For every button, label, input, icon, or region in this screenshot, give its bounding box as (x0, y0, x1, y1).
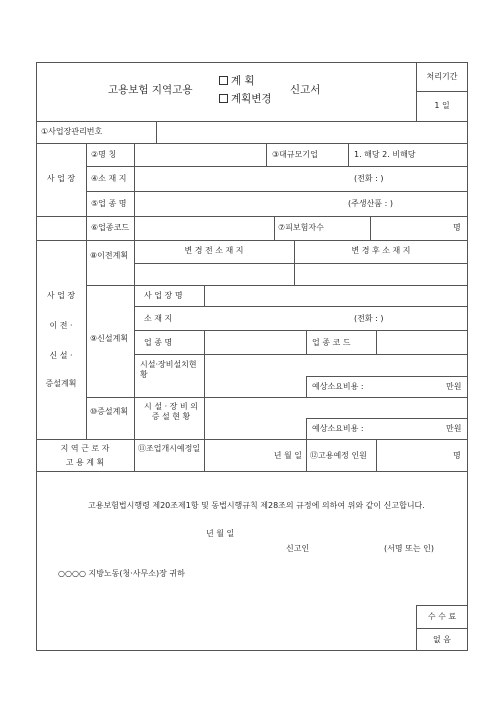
rule (204, 285, 205, 306)
new-industry-code-label: 업 종 코 드 (312, 338, 351, 347)
rule (376, 439, 377, 471)
rule (306, 376, 307, 397)
industry-code-label: ⑥업종코드 (91, 223, 130, 232)
rule (86, 285, 468, 286)
business-site-group-label: 사 업 장 (46, 174, 76, 183)
rule (306, 418, 468, 419)
large-company-options[interactable]: 1. 해당 2. 비해당 (354, 150, 416, 159)
rule (266, 143, 267, 166)
declaration-statement: 고용보험법시행령 제20조제1항 및 동법시행규칙 제28조의 규정에 의하여 위와 같이 신고합니다. (88, 501, 425, 510)
rule (134, 285, 135, 439)
rule (204, 397, 205, 439)
expected-cost-label: 예상소요비용 : (312, 382, 364, 391)
insured-unit: 명 (453, 223, 461, 232)
rule (306, 418, 307, 439)
before-address-header: 변 경 전 소 재 지 (184, 246, 244, 255)
rule (134, 306, 468, 307)
new-plan-label: ⑨신설계획 (90, 334, 129, 343)
processing-value: 1 일 (434, 101, 450, 110)
relocation-group-label-1: 사 업 장 (46, 291, 76, 300)
fee-label: 수 수 료 (427, 612, 457, 621)
rule (416, 605, 468, 606)
report-form (36, 62, 468, 651)
rule (204, 330, 205, 354)
business-number-label: ①사업장관리번호 (41, 127, 103, 136)
fee-value: 없 음 (433, 635, 451, 644)
employment-label-2: 고 용 계 획 (65, 458, 105, 467)
hire-count-label: ⑫고용예정 인원 (310, 451, 367, 460)
rule (134, 166, 135, 216)
declaration-date[interactable]: 년 월 일 (206, 529, 235, 538)
start-date-label: ⑪조업개시예정일 (138, 444, 201, 453)
relocation-group-label-2: 이 전 · (49, 321, 73, 330)
employment-label-1: 지 역 근 로 자 (60, 444, 110, 453)
large-company-label: ③대규모기업 (272, 150, 318, 159)
move-plan-label: ⑧이전계획 (90, 251, 129, 260)
hire-unit: 명 (453, 451, 461, 460)
rule (86, 191, 468, 192)
rule (86, 166, 468, 167)
industry-label: ⑤업 종 명 (91, 199, 127, 208)
rule (204, 439, 205, 471)
rule (306, 330, 307, 354)
rule (416, 91, 468, 92)
rule (274, 216, 275, 240)
rule (204, 354, 205, 397)
rule (416, 62, 417, 121)
after-address-header: 변 경 후 소 재 지 (351, 246, 411, 255)
rule (376, 330, 377, 354)
expand-plan-label: ⑩증설계획 (90, 407, 129, 416)
relocation-group-label-3: 신 설 · (49, 351, 73, 360)
rule (348, 143, 349, 166)
expand-facility-label: 시 설 · 장 비 의 증 설 현 황 (144, 402, 198, 421)
new-address-label: 소 재 지 (144, 314, 173, 323)
rule (36, 216, 468, 217)
reporter-label: 신고인 (286, 544, 310, 553)
form-title-suffix: 신고서 (290, 84, 321, 96)
form-title: 고용보험 지역고용 (108, 84, 193, 96)
rule (134, 439, 135, 471)
rule (36, 240, 468, 241)
rule (416, 628, 468, 629)
start-date-format[interactable]: 년 월 일 (273, 451, 302, 460)
rule (86, 143, 87, 439)
border-bottom (36, 650, 468, 651)
rule (36, 471, 468, 472)
rule (134, 216, 135, 240)
option-change-label: 계획변경 (231, 93, 272, 105)
new-phone-label: (전화 : ) (354, 314, 384, 323)
border-top (36, 62, 468, 63)
cost-unit: 만원 (446, 382, 462, 391)
rule (306, 376, 468, 377)
insured-count-label: ⑦피보험자수 (278, 223, 324, 232)
expand-cost-unit: 만원 (446, 424, 462, 433)
rule (134, 330, 468, 331)
rule (370, 216, 371, 240)
rule (134, 354, 468, 355)
address-label: ④소 재 지 (91, 174, 127, 183)
main-product-label: (주생산품 : ) (348, 199, 393, 208)
new-industry-label: 업 종 명 (144, 338, 173, 347)
border-right (467, 62, 468, 651)
relocation-group-label-4: 증설계획 (45, 379, 77, 388)
change-checkbox[interactable] (219, 94, 228, 103)
name-field[interactable] (135, 144, 266, 166)
phone-label: (전화 : ) (354, 174, 384, 183)
name-label: ②명 칭 (91, 150, 117, 159)
rule (36, 439, 468, 440)
addressee: ○○○○ 지방노동(청·사무소)장 귀하 (58, 569, 185, 578)
option-change (219, 93, 272, 106)
processing-label: 처리기간 (426, 72, 458, 81)
option-plan-label: 계 획 (231, 75, 255, 87)
signature-label[interactable]: (서명 또는 인) (384, 544, 434, 553)
business-number-field[interactable] (157, 122, 467, 143)
site-name-label: 사 업 장 명 (144, 291, 183, 300)
expand-expected-cost-label: 예상소요비용 : (312, 424, 364, 433)
rule (86, 397, 468, 398)
option-plan (219, 75, 255, 88)
plan-checkbox[interactable] (219, 76, 228, 85)
rule (134, 263, 468, 264)
facility-label: 시설·장비설치현황 (140, 360, 197, 379)
rule (306, 439, 307, 471)
